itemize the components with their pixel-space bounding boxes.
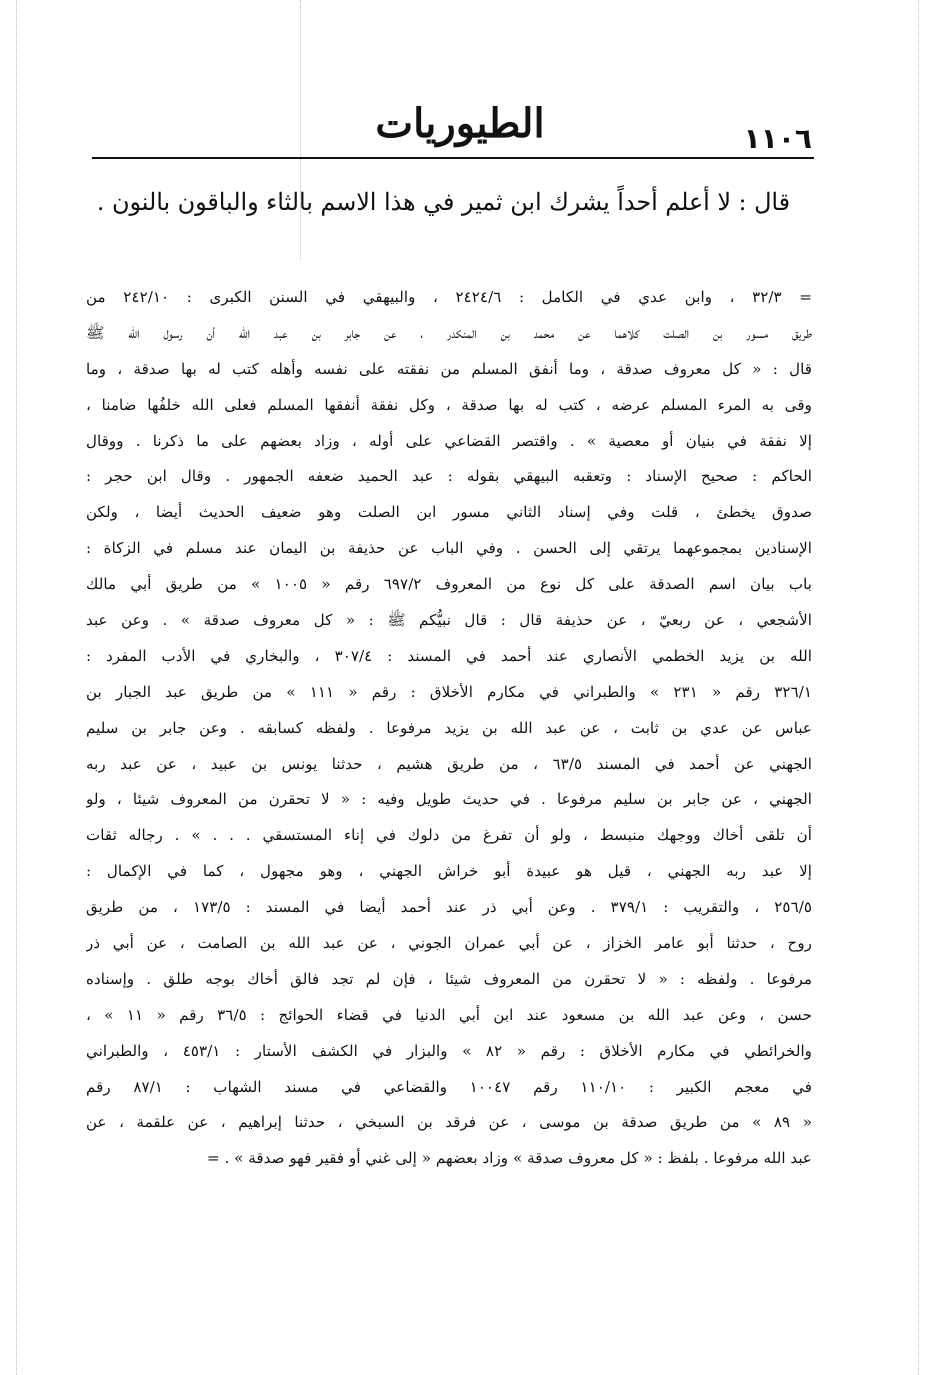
footnote-line: « ٨٩ » من طريق صدقة بن موسى ، عن فرقد بن السبخي ، حدثنا إبراهيم ، عن علقمة ، عن xyxy=(86,1113,812,1132)
footnote-line: إلا عبد ربه الجهني ، قيل هو عبيدة أبو خراش الجهني ، وهو مجهول ، كما في الإكمال : xyxy=(86,862,812,881)
footnote-line: وقى به المرء المسلم عرضه ، كتب له بها صدقة ، وكل نفقة أنفقها المسلم فعلى الله خلفُها ضامنا ، xyxy=(86,395,812,414)
footnote-line: = ٣٢/٣ ، وابن عدي في الكامل : ٢٤٢٤/٦ ، والبيهقي في السنن الكبرى : ٢٤٢/١٠ من xyxy=(86,288,812,306)
footnote-line: الإسنادين بمجموعهما يرتقي إلى الحسن . وفي الباب عن حذيفة بن اليمان عند مسلم في الزكاة : xyxy=(86,539,812,558)
footnote-line: طريق مسور بن الصلت كلاهما عن محمد بن المنكدر ، عن جابر بن عبد الله أن رسول الله ﷺ xyxy=(86,323,812,342)
header-divider xyxy=(92,157,814,159)
footnote xyxy=(86,280,812,1177)
footnote-line: إلا نفقة في بنيان أو معصية » . واقتصر القضاعي على أوله ، وزاد بعضهم على ما ذكرنا . ووقال xyxy=(86,431,812,450)
footnote-line: قال : « كل معروف صدقة ، وما أنفق المسلم من نفقته على نفسه وأهله كتب له بها صدقة ، وما xyxy=(86,359,812,378)
footnote-line: الأشجعي ، عن ربعيّ ، عن حذيفة قال : قال نبيُّكم ﷺ : « كل معروف صدقة » . وعن عبد xyxy=(86,611,812,630)
footnote-line: ٢٥٦/٥ ، والتقريب : ٣٧٩/١ . وعن أبي ذر عند أحمد أيضا في المسند : ١٧٣/٥ ، من طريق xyxy=(86,898,812,917)
footnote-line: الحاكم : صحيح الإسناد : وتعقبه البيهقي بقوله : عبد الحميد ضعفه الجمهور . وقال ابن حجر : xyxy=(86,467,812,486)
footnote-line: في معجم الكبير : ١١٠/١٠ رقم ١٠٠٤٧ والقضاعي في مسند الشهاب : ٨٧/١ رقم xyxy=(86,1077,812,1096)
main-text: قال : لا أعلم أحداً يشرك ابن ثمير في هذا الاسم بالثاء والباقون بالنون . xyxy=(96,188,790,216)
footnote-line: روح ، حدثنا أبو عامر الخزاز ، عن أبي عمران الجوني ، عن عبد الله بن الصامت ، عن أبي ذر xyxy=(86,934,812,953)
footnote-line: ٣٢٦/١ رقم « ٢٣١ » والطبراني في مكارم الأخلاق : رقم « ١١١ » من طريق عبد الجبار بن xyxy=(86,682,812,701)
footnote-line: والخرائطي في مكارم الأخلاق : رقم « ٨٢ » والبزار في الكشف الأستار : ٤٥٣/١ ، والطبراني xyxy=(86,1041,812,1060)
footnote-line: مرفوعا . ولفظه : « لا تحقرن من المعروف شيئا ، فإن لم تجد فالق أخاك بوجه طلق . وإسناده xyxy=(86,969,812,988)
page-number: ١١٠٦ xyxy=(743,122,812,155)
scan-guide-line xyxy=(918,0,919,1375)
footnote-line: صدوق يخطئ ، قلت وفي إسناد الثاني مسور ابن الصلت وهو ضعيف الحديث أيضا ، ولكن xyxy=(86,503,812,522)
footnote-line: الله بن يزيد الخطمي الأنصاري عند أحمد في المسند : ٣٠٧/٤ ، والبخاري في الأدب المفرد : xyxy=(86,646,812,665)
footnote-line: عباس عن عدي بن ثابت ، عن عبد الله بن يزيد مرفوعا . ولفظه كسابقه . وعن جابر بن سليم xyxy=(86,718,812,737)
footnote-line: باب بيان اسم الصدقة على كل نوع من المعروف ٦٩٧/٢ رقم « ١٠٠٥ » من طريق أبي مالك xyxy=(86,575,812,594)
footnote-line: عبد الله مرفوعا . بلفظ : « كل معروف صدقة » وزاد بعضهم « إلى غني أو فقير فهو صدقة » . = xyxy=(206,1149,812,1168)
footnote-line: الجهني عن أحمد في المسند ٦٣/٥ ، من طريق هشيم ، حدثنا يونس بن عبيد ، عن عبد ربه xyxy=(86,754,812,773)
book-title: الطيوريات xyxy=(375,100,545,147)
scan-guide-line xyxy=(300,0,301,260)
scan-guide-line xyxy=(16,0,17,1375)
footnote-line: أن تلقى أخاك ووجهك منبسط ، ولو أن تفرغ من دلوك في إناء المستسقي . . . » . رجاله ثقات xyxy=(86,826,812,845)
footnote-line: حسن ، وعن عبد الله بن مسعود عند ابن أبي الدنيا في قضاء الحوائج : ٣٦/٥ رقم « ١١ » ، xyxy=(86,1005,812,1024)
footnote-line: الجهني ، عن جابر بن سليم مرفوعا . في حديث طويل وفيه : « لا تحقرن من المعروف شيئا ، ولو xyxy=(86,790,812,809)
